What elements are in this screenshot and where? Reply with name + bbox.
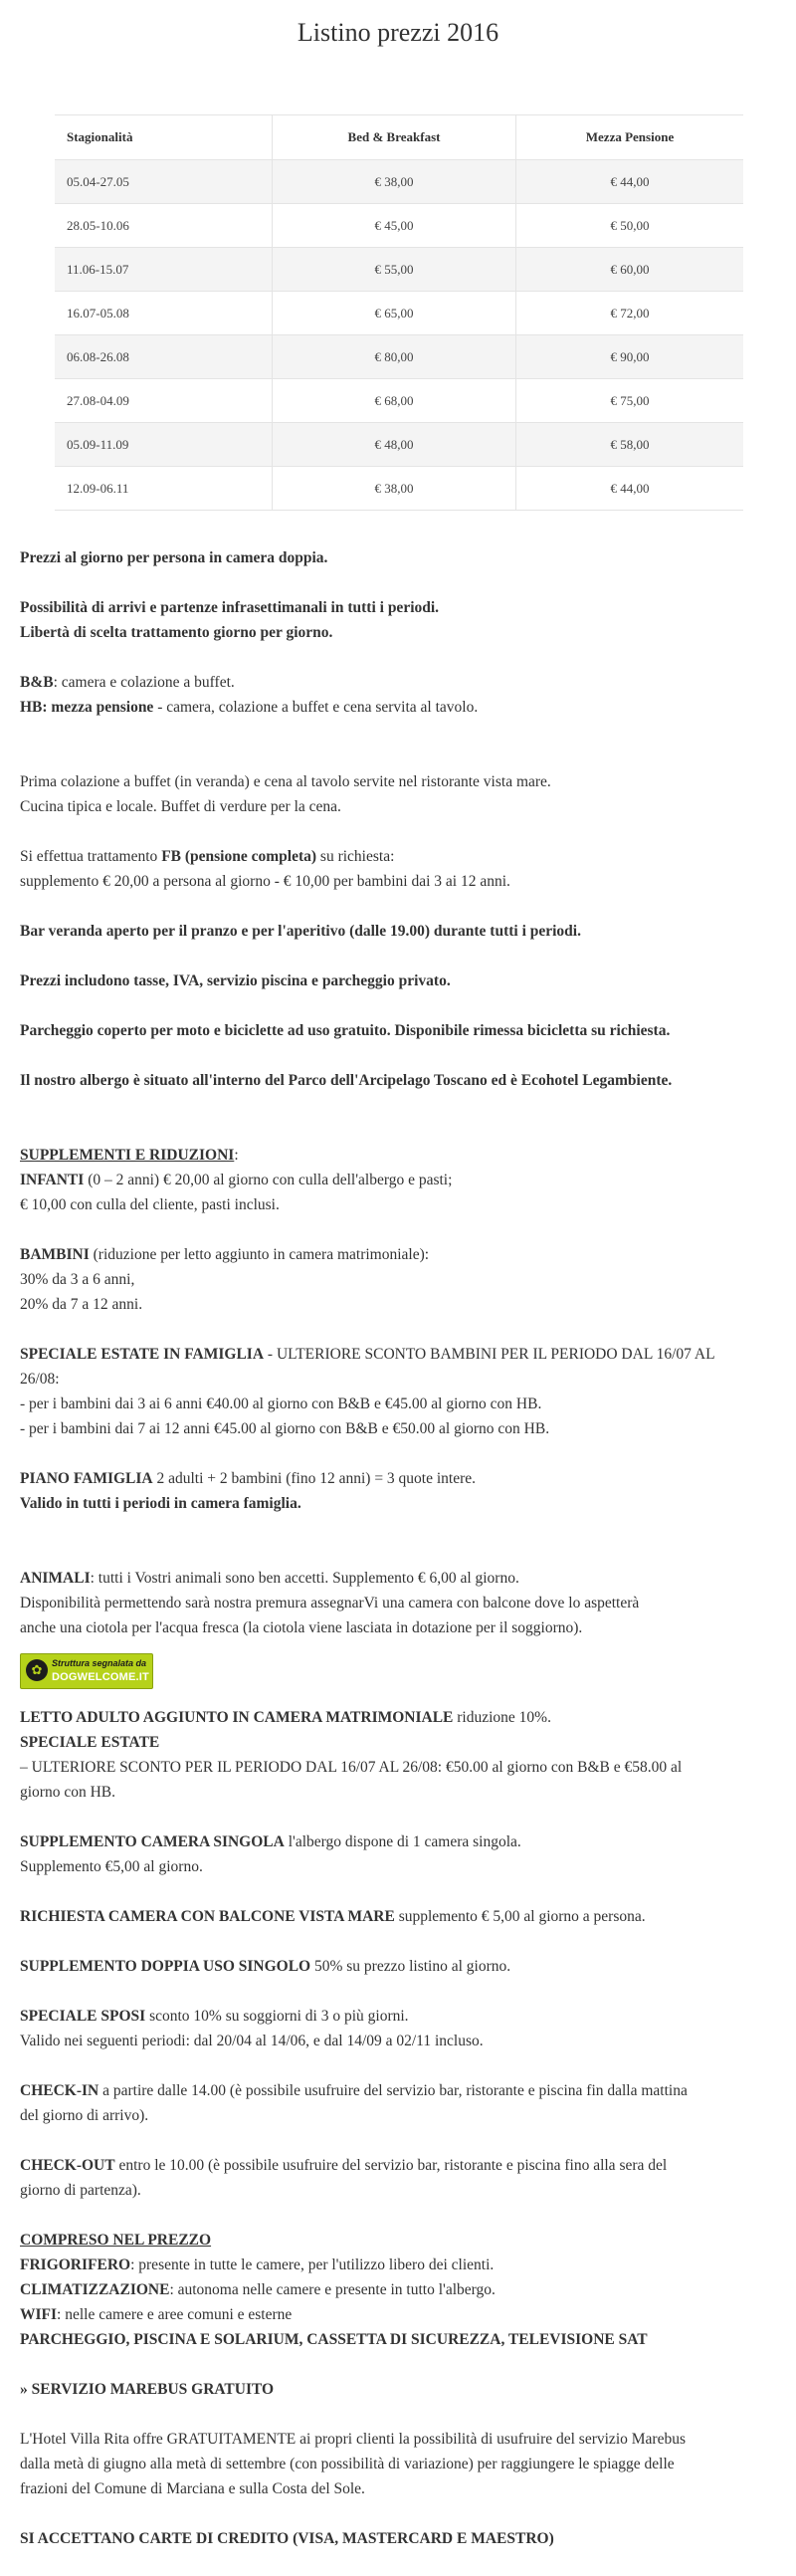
ac-line <box>20 2277 786 2302</box>
honeymoon-line-2: Valido nei seguenti periodi: dal 20/04 al 14/06, e dal 14/09 a 02/11 incluso. <box>20 2033 484 2049</box>
hotel-location-note: Il nostro albergo è situato all'interno del Parco dell'Arcipelago Toscano ed è Ecohotel Legambiente. <box>20 1072 673 1089</box>
hb-line <box>20 695 786 720</box>
infants-line-2: € 10,00 con culla del cliente, pasti inclusi. <box>20 1196 280 1213</box>
fb-pre: Si effettua trattamento <box>20 848 162 865</box>
marebus-line-1: L'Hotel Villa Rita offre GRATUITAMENTE ai propri clienti la possibilità di usufruire del servizio Marebus <box>20 2431 686 2448</box>
double-single-text: 50% su prezzo listino al giorno. <box>310 1958 511 1975</box>
price-table <box>55 114 743 511</box>
summer-special-label: SPECIALE ESTATE <box>20 1734 160 1751</box>
table-row <box>55 248 743 292</box>
children-label: BAMBINI <box>20 1246 90 1263</box>
fridge-line <box>20 2253 786 2277</box>
included-note: Prezzi includono tasse, IVA, servizio piscina e parcheggio privato. <box>20 972 451 989</box>
pets-label: ANIMALI <box>20 1570 91 1587</box>
ac-text: : autonoma nelle camere e presente in tutto l'albergo. <box>169 2281 496 2298</box>
single-room-label: SUPPLEMENTO CAMERA SINGOLA <box>20 1833 285 1850</box>
marebus-line-3: frazioni del Comune di Marciana e sulla Costa del Sole. <box>20 2480 365 2497</box>
checkin-line <box>20 2078 786 2103</box>
parking-note: Parcheggio coperto per moto e biciclette ad uso gratuito. Disponibile rimessa bicicletta su richiesta. <box>20 1022 671 1039</box>
fb-line <box>20 844 786 869</box>
table-cell: € 80,00 <box>273 335 516 379</box>
breakfast-note: Prima colazione a buffet (in veranda) e cena al tavolo servite nel ristorante vista mare. <box>20 773 551 790</box>
table-cell: 05.09-11.09 <box>55 423 273 467</box>
balcony-line <box>20 1904 786 1929</box>
supplements-title: SUPPLEMENTI E RIDUZIONI <box>20 1147 235 1164</box>
table-cell: 12.09-06.11 <box>55 467 273 511</box>
bb-text: : camera e colazione a buffet. <box>53 674 235 691</box>
checkout-text: entro le 10.00 (è possibile usufruire del servizio bar, ristorante e piscina fino alla sera del <box>114 2157 668 2174</box>
extra-bed-label: LETTO ADULTO AGGIUNTO IN CAMERA MATRIMONIALE <box>20 1709 454 1726</box>
table-cell: € 58,00 <box>610 436 650 452</box>
table-cell: € 44,00 <box>610 173 650 189</box>
table-cell: € 72,00 <box>610 305 650 321</box>
fb-supplement: supplemento € 20,00 a persona al giorno - € 10,00 per bambini dai 3 ai 12 anni. <box>20 873 510 890</box>
table-row <box>55 423 743 467</box>
extra-bed-line <box>20 1705 786 1730</box>
honeymoon-text: sconto 10% su soggiorni di 3 o più giorni. <box>145 2008 409 2025</box>
wifi-text: : nelle camere e aree comuni e esterne <box>57 2306 293 2323</box>
table-header-row <box>55 115 743 160</box>
children-text: (riduzione per letto aggiunto in camera matrimoniale): <box>89 1246 430 1263</box>
table-cell: 05.04-27.05 <box>55 160 273 204</box>
extra-bed-text: riduzione 10%. <box>453 1709 551 1726</box>
table-cell: € 38,00 <box>273 160 516 204</box>
bb-label: B&B <box>20 674 54 691</box>
bb-line <box>20 670 786 695</box>
children-line-2: 20% da 7 a 12 anni. <box>20 1296 143 1313</box>
cuisine-note: Cucina tipica e locale. Buffet di verdure per la cena. <box>20 798 341 815</box>
table-cell: € 65,00 <box>273 292 516 335</box>
family-summer-line <box>20 1342 786 1367</box>
pets-line-3: anche una ciotola per l'acqua fresca (la ciotola viene lasciata in dotazione per il soggiorno). <box>20 1619 583 1636</box>
column-header: Bed & Breakfast <box>273 115 516 160</box>
double-single-label: SUPPLEMENTO DOPPIA USO SINGOLO <box>20 1958 311 1975</box>
wifi-label: WIFI <box>20 2306 58 2323</box>
pets-text: : tutti i Vostri animali sono ben accetti. Supplemento € 6,00 al giorno. <box>90 1570 519 1587</box>
table-cell: 16.07-05.08 <box>55 292 273 335</box>
table-row <box>55 292 743 335</box>
family-plan-label: PIANO FAMIGLIA <box>20 1470 153 1487</box>
checkin-text: a partire dalle 14.00 (è possibile usufruire del servizio bar, ristorante e piscina fin dalla mattina <box>99 2082 688 2099</box>
supplements-colon: : <box>234 1147 239 1164</box>
family-plan-text: 2 adulti + 2 bambini (fino 12 anni) = 3 quote intere. <box>152 1470 477 1487</box>
family-summer-line-3: - per i bambini dai 3 ai 6 anni €40.00 al giorno con B&B e €45.00 al giorno con HB. <box>20 1395 542 1412</box>
single-room-text: l'albergo dispone di 1 camera singola. <box>284 1833 521 1850</box>
price-notes <box>20 545 786 2551</box>
table-cell: 28.05-10.06 <box>55 204 273 248</box>
single-room-line-2: Supplemento €5,00 al giorno. <box>20 1858 203 1875</box>
family-summer-label: SPECIALE ESTATE IN FAMIGLIA <box>20 1346 265 1363</box>
wifi-line <box>20 2302 786 2327</box>
board-choice-note: Libertà di scelta trattamento giorno per giorno. <box>20 624 333 641</box>
balcony-label: RICHIESTA CAMERA CON BALCONE VISTA MARE <box>20 1908 395 1925</box>
table-cell: 11.06-15.07 <box>55 248 273 292</box>
table-row <box>55 467 743 511</box>
hb-label: HB: mezza pensione <box>20 699 154 716</box>
fb-label: FB (pensione completa) <box>161 848 317 865</box>
table-cell: € 50,00 <box>610 217 650 233</box>
table-cell: € 90,00 <box>610 348 650 364</box>
children-line-1: 30% da 3 a 6 anni, <box>20 1271 135 1288</box>
column-header: Stagionalità <box>55 115 273 160</box>
table-cell: € 44,00 <box>610 480 650 496</box>
honeymoon-label: SPECIALE SPOSI <box>20 2008 146 2025</box>
table-cell: € 60,00 <box>610 261 650 277</box>
double-single-line <box>20 1954 786 1979</box>
family-plan-line-2: Valido in tutti i periodi in camera famiglia. <box>20 1495 301 1512</box>
checkin-label: CHECK-IN <box>20 2082 100 2099</box>
family-summer-text: - ULTERIORE SCONTO BAMBINI PER IL PERIODO DAL 16/07 AL <box>264 1346 715 1363</box>
table-cell: € 55,00 <box>273 248 516 292</box>
pets-line-2: Disponibilità permettendo sarà nostra premura assegnarVi una camera con balcone dove lo aspetterà <box>20 1595 640 1611</box>
family-summer-line-2: 26/08: <box>20 1371 60 1388</box>
fb-post: su richiesta: <box>316 848 395 865</box>
bar-note: Bar veranda aperto per il pranzo e per l'aperitivo (dalle 19.00) durante tutti i periodi. <box>20 923 581 940</box>
credit-cards-note: SI ACCETTANO CARTE DI CREDITO (VISA, MASTERCARD E MAESTRO) <box>20 2530 554 2547</box>
summer-special-text: – ULTERIORE SCONTO PER IL PERIODO DAL 16/07 AL 26/08: €50.00 al giorno con B&B e €58.00 al <box>20 1759 683 1776</box>
balcony-text: supplemento € 5,00 al giorno a persona. <box>394 1908 646 1925</box>
checkout-label: CHECK-OUT <box>20 2157 115 2174</box>
ac-label: CLIMATIZZAZIONE <box>20 2281 170 2298</box>
family-plan-line <box>20 1466 786 1491</box>
paw-icon: ✿ <box>26 1659 48 1681</box>
fridge-text: : presente in tutte le camere, per l'utilizzo libero dei clienti. <box>130 2256 495 2273</box>
prices-note: Prezzi al giorno per persona in camera doppia. <box>20 549 328 566</box>
marebus-line-2: dalla metà di giugno alla metà di settembre (con possibilità di variazione) per raggiungere le spiagge delle <box>20 2456 675 2472</box>
fridge-label: FRIGORIFERO <box>20 2256 131 2273</box>
dogwelcome-badge[interactable] <box>20 1653 153 1689</box>
arrivals-note: Possibilità di arrivi e partenze infrasettimanali in tutti i periodi. <box>20 599 440 616</box>
checkout-line <box>20 2153 786 2178</box>
table-cell: € 75,00 <box>610 392 650 408</box>
supplements-heading <box>20 1143 786 1168</box>
single-room-line <box>20 1829 786 1854</box>
page-title: Listino prezzi 2016 <box>297 18 499 47</box>
marebus-heading: » SERVIZIO MAREBUS GRATUITO <box>20 2381 275 2398</box>
table-cell: € 45,00 <box>273 204 516 248</box>
table-cell: € 68,00 <box>273 379 516 423</box>
table-cell: 27.08-04.09 <box>55 379 273 423</box>
hb-text: - camera, colazione a buffet e cena servita al tavolo. <box>153 699 479 716</box>
included-heading: COMPRESO NEL PREZZO <box>20 2232 212 2249</box>
table-cell: € 38,00 <box>273 467 516 511</box>
children-line <box>20 1242 786 1267</box>
pets-line <box>20 1566 786 1591</box>
checkin-line-2: del giorno di arrivo). <box>20 2107 149 2124</box>
infants-label: INFANTI <box>20 1172 85 1188</box>
infants-line <box>20 1168 786 1192</box>
table-row <box>55 160 743 204</box>
infants-text: (0 – 2 anni) € 20,00 al giorno con culla dell'albergo e pasti; <box>84 1172 453 1188</box>
badge-line2: DOGWELCOME.IT <box>52 1671 149 1683</box>
honeymoon-line <box>20 2004 786 2029</box>
table-row <box>55 379 743 423</box>
table-row <box>55 335 743 379</box>
column-header: Mezza Pensione <box>585 129 675 144</box>
table-row <box>55 204 743 248</box>
badge-line1: Struttura segnalata da <box>52 1658 147 1668</box>
table-cell: € 48,00 <box>273 423 516 467</box>
family-summer-line-4: - per i bambini dai 7 ai 12 anni €45.00 al giorno con B&B e €50.00 al giorno con HB. <box>20 1420 550 1437</box>
checkout-line-2: giorno di partenza). <box>20 2182 141 2199</box>
amenities-line: PARCHEGGIO, PISCINA E SOLARIUM, CASSETTA DI SICUREZZA, TELEVISIONE SAT <box>20 2331 648 2348</box>
table-cell: 06.08-26.08 <box>55 335 273 379</box>
summer-special-text-2: giorno con HB. <box>20 1784 116 1801</box>
